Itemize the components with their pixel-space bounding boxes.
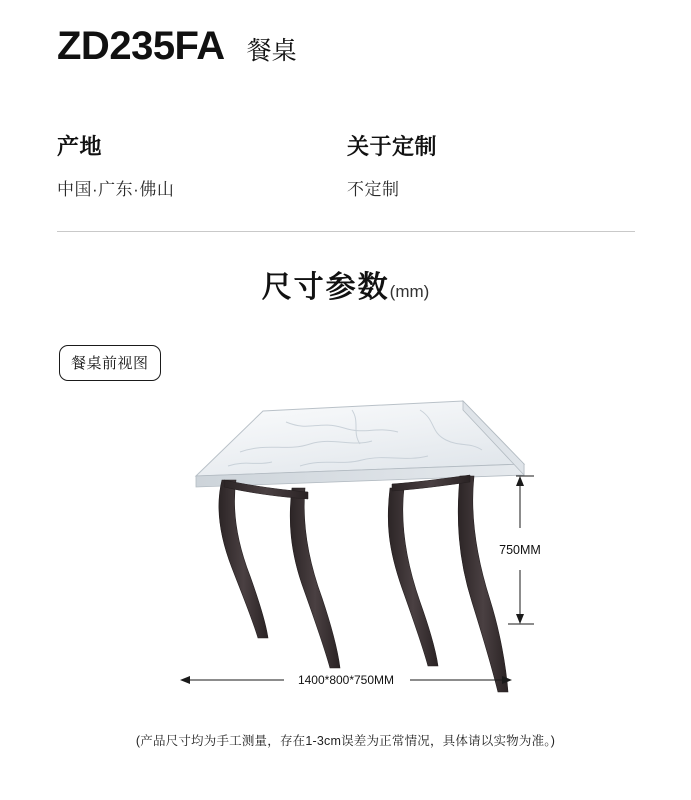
origin-title: 产地 [57,134,103,159]
tabletop-shape [196,401,524,487]
origin-value: 中国·广东·佛山 [57,180,175,199]
section-title-unit: (mm) [389,282,430,301]
info-row [57,130,637,200]
measurement-footnote: (产品尺寸均为手工测量，存在1-3cm误差为正常情况，具体请以实物为准。) [135,734,556,748]
section-divider [57,231,635,232]
height-dimension-label: 750MM [499,543,541,557]
info-customization [347,130,637,200]
page-title [0,262,691,306]
view-tag: 餐桌前视图 [59,345,161,381]
width-dimension-label: 1400*800*750MM [297,673,395,687]
model-code: ZD235FA [57,24,225,68]
info-origin [57,130,347,200]
section-title-text: 尺寸参数 [261,271,390,304]
customization-title: 关于定制 [347,134,438,159]
page-header [57,26,297,66]
product-name: 餐桌 [246,37,297,65]
table-drawing [0,380,691,710]
customization-value: 不定制 [347,180,400,199]
table-legs [219,475,508,692]
